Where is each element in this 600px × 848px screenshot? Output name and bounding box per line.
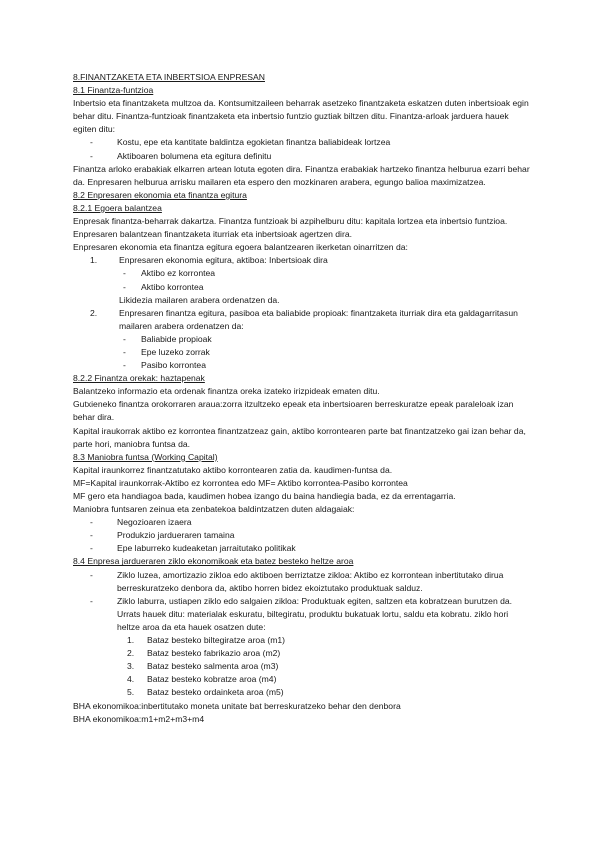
numbered-item: 4. Bataz besteko kobratze aroa (m4) <box>127 674 277 685</box>
paragraph: Balantzeko informazio eta ordenak finantza oreka izateko irizpideak ematen ditu. <box>73 386 380 397</box>
list-item: - Aktibo ez korrontea <box>123 268 216 279</box>
document-page <box>73 71 533 726</box>
numbered-item: 1. Enpresaren ekonomia egitura, aktiboa: Inbertsioak dira <box>90 255 328 266</box>
list-item: - Negozioaren izaera <box>90 517 192 528</box>
paragraph: Enpresaren ekonomia eta finantza egitura egoera balantzearen ikerketan oinarritzen da: <box>73 242 408 253</box>
section-8-2-heading: 8.2 Enpresaren ekonomia eta finantza egitura <box>73 189 247 200</box>
document-title: 8.FINANTZAKETA ETA INBERTSIOA ENPRESAN <box>73 72 265 82</box>
numbered-item: 3. Bataz besteko salmenta aroa (m3) <box>127 661 279 672</box>
section-8-3-heading: 8.3 Maniobra funtsa (Working Capital) <box>73 451 218 462</box>
list-item: - Ziklo luzea, amortizazio zikloa edo aktiboen berriztatze zikloa: Aktibo ez korrontean inbertitutako dirua berreskuratzeko denbora da, aktibo horren bidez ekoiztutako produktuak salduz. <box>90 569 504 593</box>
list-item: - Ziklo laburra, ustiapen ziklo edo salgaien zikloa: Produktuak egiten, saltzen eta kobratzean burutzen da. Urrats hauek ditu: materialak eskuratu, biltegiratu, produktu bukatuak lortu, saldu eta kobratu. ziklo hori heltze aroa da eta hauek osatzen dute: <box>90 595 513 632</box>
list-item: - Produkzio jardueraren tamaina <box>90 530 235 541</box>
formula: MF=Kapital iraunkorrak-Aktibo ez korrontea edo MF= Aktibo korrontea-Pasibo korrontea <box>73 477 408 488</box>
paragraph: Enpresak finantza-beharrak dakartza. Finantza funtzioak bi azpihelburu ditu: kapitala lortzea eta inbertsio funtzioa. Enpresaren balantzean finantzaketa iturriak eta inbertsioak agertzen dira. <box>73 216 508 240</box>
list-item: - Pasibo korrontea <box>123 360 206 371</box>
paragraph: BHA ekonomikoa:inbertitutako moneta unitate bat berreskuratzeko behar den denbora <box>73 700 401 711</box>
note: Likidezia mailaren arabera ordenatzen da. <box>119 294 280 305</box>
numbered-item: 2. Bataz besteko fabrikazio aroa (m2) <box>127 648 281 659</box>
section-8-1-heading: 8.1 Finantza-funtzioa <box>73 85 154 96</box>
numbered-item: 5. Bataz besteko ordainketa aroa (m5) <box>127 687 284 698</box>
list-item: - Aktibo korrontea <box>123 281 204 292</box>
section-8-2-1-heading: 8.2.1 Egoera balantzea <box>73 202 162 213</box>
section-8-2-2-heading: 8.2.2 Finantza orekak: haztapenak <box>73 373 205 384</box>
paragraph: Kapital iraukorrak aktibo ez korrontea finantzatzeaz gain, aktibo korrontearen parte bat finantzatzeko gai izan behar da, parte hori, maniobra funtsa da. <box>73 425 526 449</box>
list-item: - Baliabide propioak <box>123 333 212 344</box>
paragraph: Maniobra funtsaren zeinua eta zenbatekoa baldintzatzen duten aldagaiak: <box>73 504 355 515</box>
list-item: - Epe luzeko zorrak <box>123 346 210 357</box>
section-8-4-heading: 8.4 Enpresa jardueraren ziklo ekonomikoak eta batez besteko heltze aroa <box>73 556 354 567</box>
numbered-item: 2. Enpresaren finantza egitura, pasiboa eta baliabide propioak: finantzaketa iturriak dira eta galdagarritasun mailaren arabera ordenatzen da: <box>90 307 518 331</box>
list-item: - Epe laburreko kudeaketan jarraitutako politikak <box>90 543 296 554</box>
formula: BHA ekonomikoa:m1+m2+m3+m4 <box>73 713 205 724</box>
paragraph: Kapital iraunkorrez finantzatutako aktibo korrontearen zatia da. kaudimen-funtsa da. <box>73 464 393 475</box>
paragraph: Gutxieneko finantza orokorraren araua:zorra itzultzeko epeak eta inbertsioaren berreskuratze epeak paraleloak izan behar dira. <box>73 399 514 423</box>
paragraph: Finantza arloko erabakiak elkarren artean lotuta egoten dira. Finantza erabakiak hartzeko finantza helburua ezarri behar da. Enpresaren helburua arrisku mailaren eta espero den mozkinaren arabera, egungo balioa maximizatzea. <box>73 163 530 187</box>
paragraph: Inbertsio eta finantzaketa multzoa da. Kontsumitzaileen beharrak asetzeko finantzaketa eskatzen duten inbertsioak egin behar ditu. Finantza-funtzioak finantzaketa eta inbertsio funtzio guztiak biltzen ditu. Finantza-arloak jarduera hauek egiten ditu: <box>73 98 529 135</box>
list-item: - Kostu, epe eta kantitate baldintza egokietan finantza baliabideak lortzea <box>90 137 391 148</box>
numbered-item: 1. Bataz besteko biltegiratze aroa (m1) <box>127 635 286 646</box>
paragraph: MF gero eta handiagoa bada, kaudimen hobea izango du baina handiegia bada, ez da errentagarria. <box>73 491 456 501</box>
list-item: - Aktiboaren bolumena eta egitura definitu <box>90 150 272 161</box>
